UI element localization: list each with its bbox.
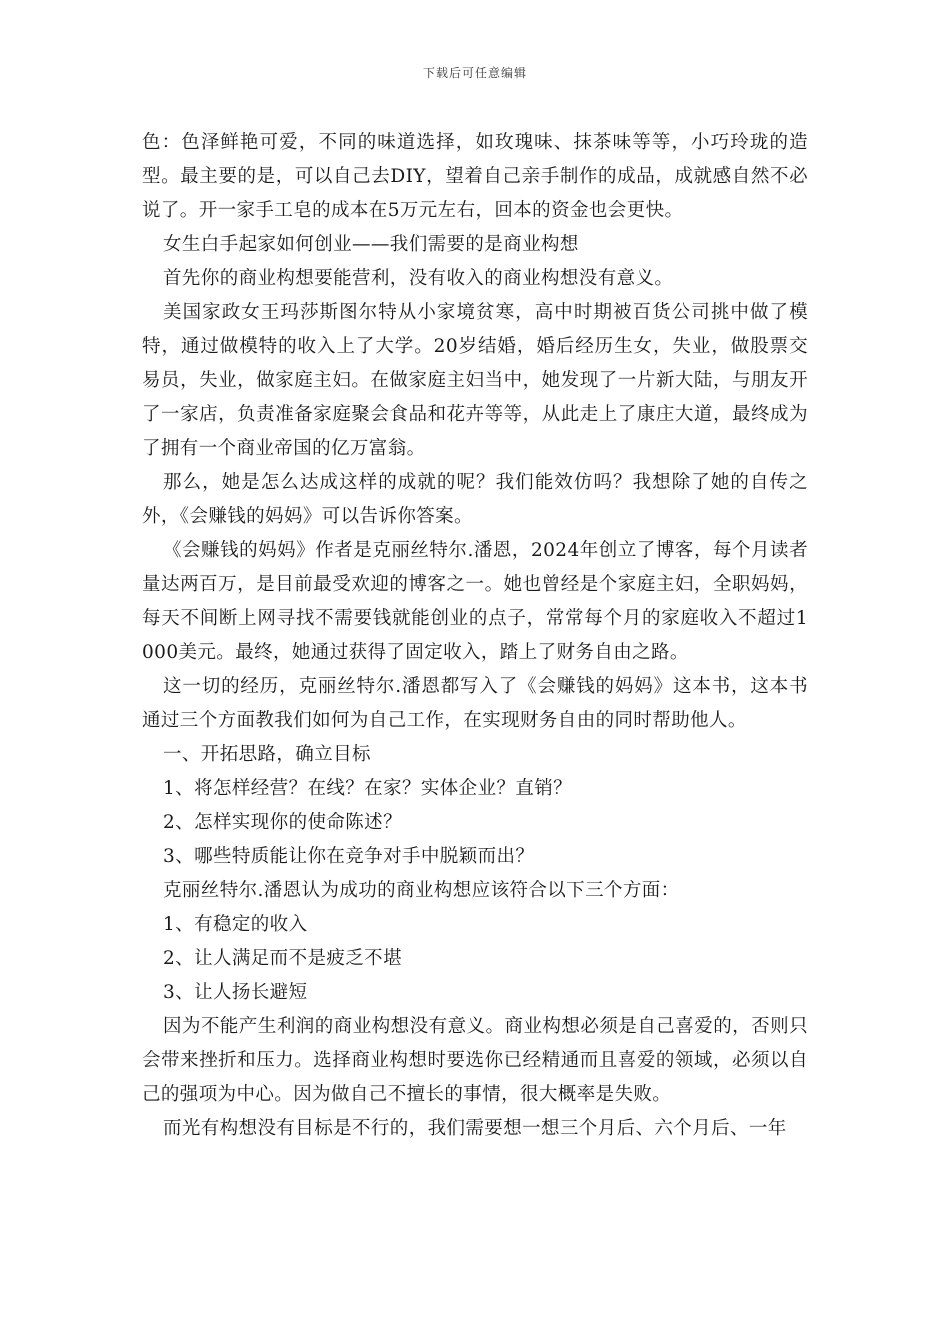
- list-item-question-1: 1、将怎样经营？在线？在家？实体企业？直销？: [163, 778, 573, 799]
- paragraph-handmade-soap-continuation: 色：色泽鲜艳可爱，不同的味道选择，如玫瑰味、抹茶味等等，小巧玲珑的造型。最主要的是，可以自己去DIY，望着自己亲手制作的成品，成就感自然不必说了。开一家手工皂的成本在5万元左右，回本的资金也会更快。: [142, 132, 808, 221]
- section-heading-open-mind: 一、开拓思路，确立目标: [163, 744, 371, 765]
- paragraph-profit-first: 首先你的商业构想要能营利，没有收入的商业构想没有意义。: [163, 268, 674, 289]
- list-item-question-3: 3、哪些特质能让你在竞争对手中脱颖而出？: [163, 846, 535, 867]
- paragraph-martha-stewart: 美国家政女王玛莎斯图尔特从小家境贫寒，高中时期被百货公司挑中做了模特，通过做模特的收入上了大学。20岁结婚，婚后经历生女，失业，做股票交易员，失业，做家庭主妇。在做家庭主妇当中，她发现了一片新大陆，与朋友开了一家店，负责准备家庭聚会食品和花卉等等，从此走上了康庄大道，最终成为了拥有一个商业帝国的亿万富翁。: [142, 302, 808, 459]
- paragraph-success-criteria-intro: 克丽丝特尔.潘恩认为成功的商业构想应该符合以下三个方面：: [163, 880, 680, 901]
- list-item-criteria-1: 1、有稳定的收入: [163, 914, 308, 935]
- paragraph-book-author: 《会赚钱的妈妈》作者是克丽丝特尔.潘恩，2024年创立了博客，每个月读者量达两百万，是目前最受欢迎的博客之一。她也曾经是个家庭主妇，全职妈妈，每天不间断上网寻找不需要钱就能创业的点子，常常每个月的家庭收入不超过1000美元。最终，她通过获得了固定收入，踏上了财务自由之路。: [142, 540, 808, 663]
- paragraph-goals-needed: 而光有构想没有目标是不行的，我们需要想一想三个月后、六个月后、一年: [163, 1118, 787, 1139]
- document-body: [142, 126, 808, 1146]
- list-item-question-2: 2、怎样实现你的使命陈述？: [163, 812, 402, 833]
- paragraph-how-achieved: 那么，她是怎么达成这样的成就的呢？我们能效仿吗？我想除了她的自传之外，《会赚钱的妈妈》可以告诉你答案。: [142, 472, 808, 527]
- paragraph-book-summary: 这一切的经历，克丽丝特尔.潘恩都写入了《会赚钱的妈妈》这本书，这本书通过三个方面教我们如何为自己工作，在实现财务自由的同时帮助他人。: [142, 676, 808, 731]
- section-heading-business-idea: 女生白手起家如何创业——我们需要的是商业构想: [163, 234, 579, 255]
- list-item-criteria-2: 2、让人满足而不是疲乏不堪: [163, 948, 402, 969]
- page-header-note: 下载后可任意编辑: [422, 66, 527, 80]
- paragraph-why-profit: 因为不能产生利润的商业构想没有意义。商业构想必须是自己喜爱的，否则只会带来挫折和压力。选择商业构想时要选你已经精通而且喜爱的领域，必须以自己的强项为中心。因为做自己不擅长的事情，很大概率是失败。: [142, 1016, 808, 1105]
- list-item-criteria-3: 3、让人扬长避短: [163, 982, 308, 1003]
